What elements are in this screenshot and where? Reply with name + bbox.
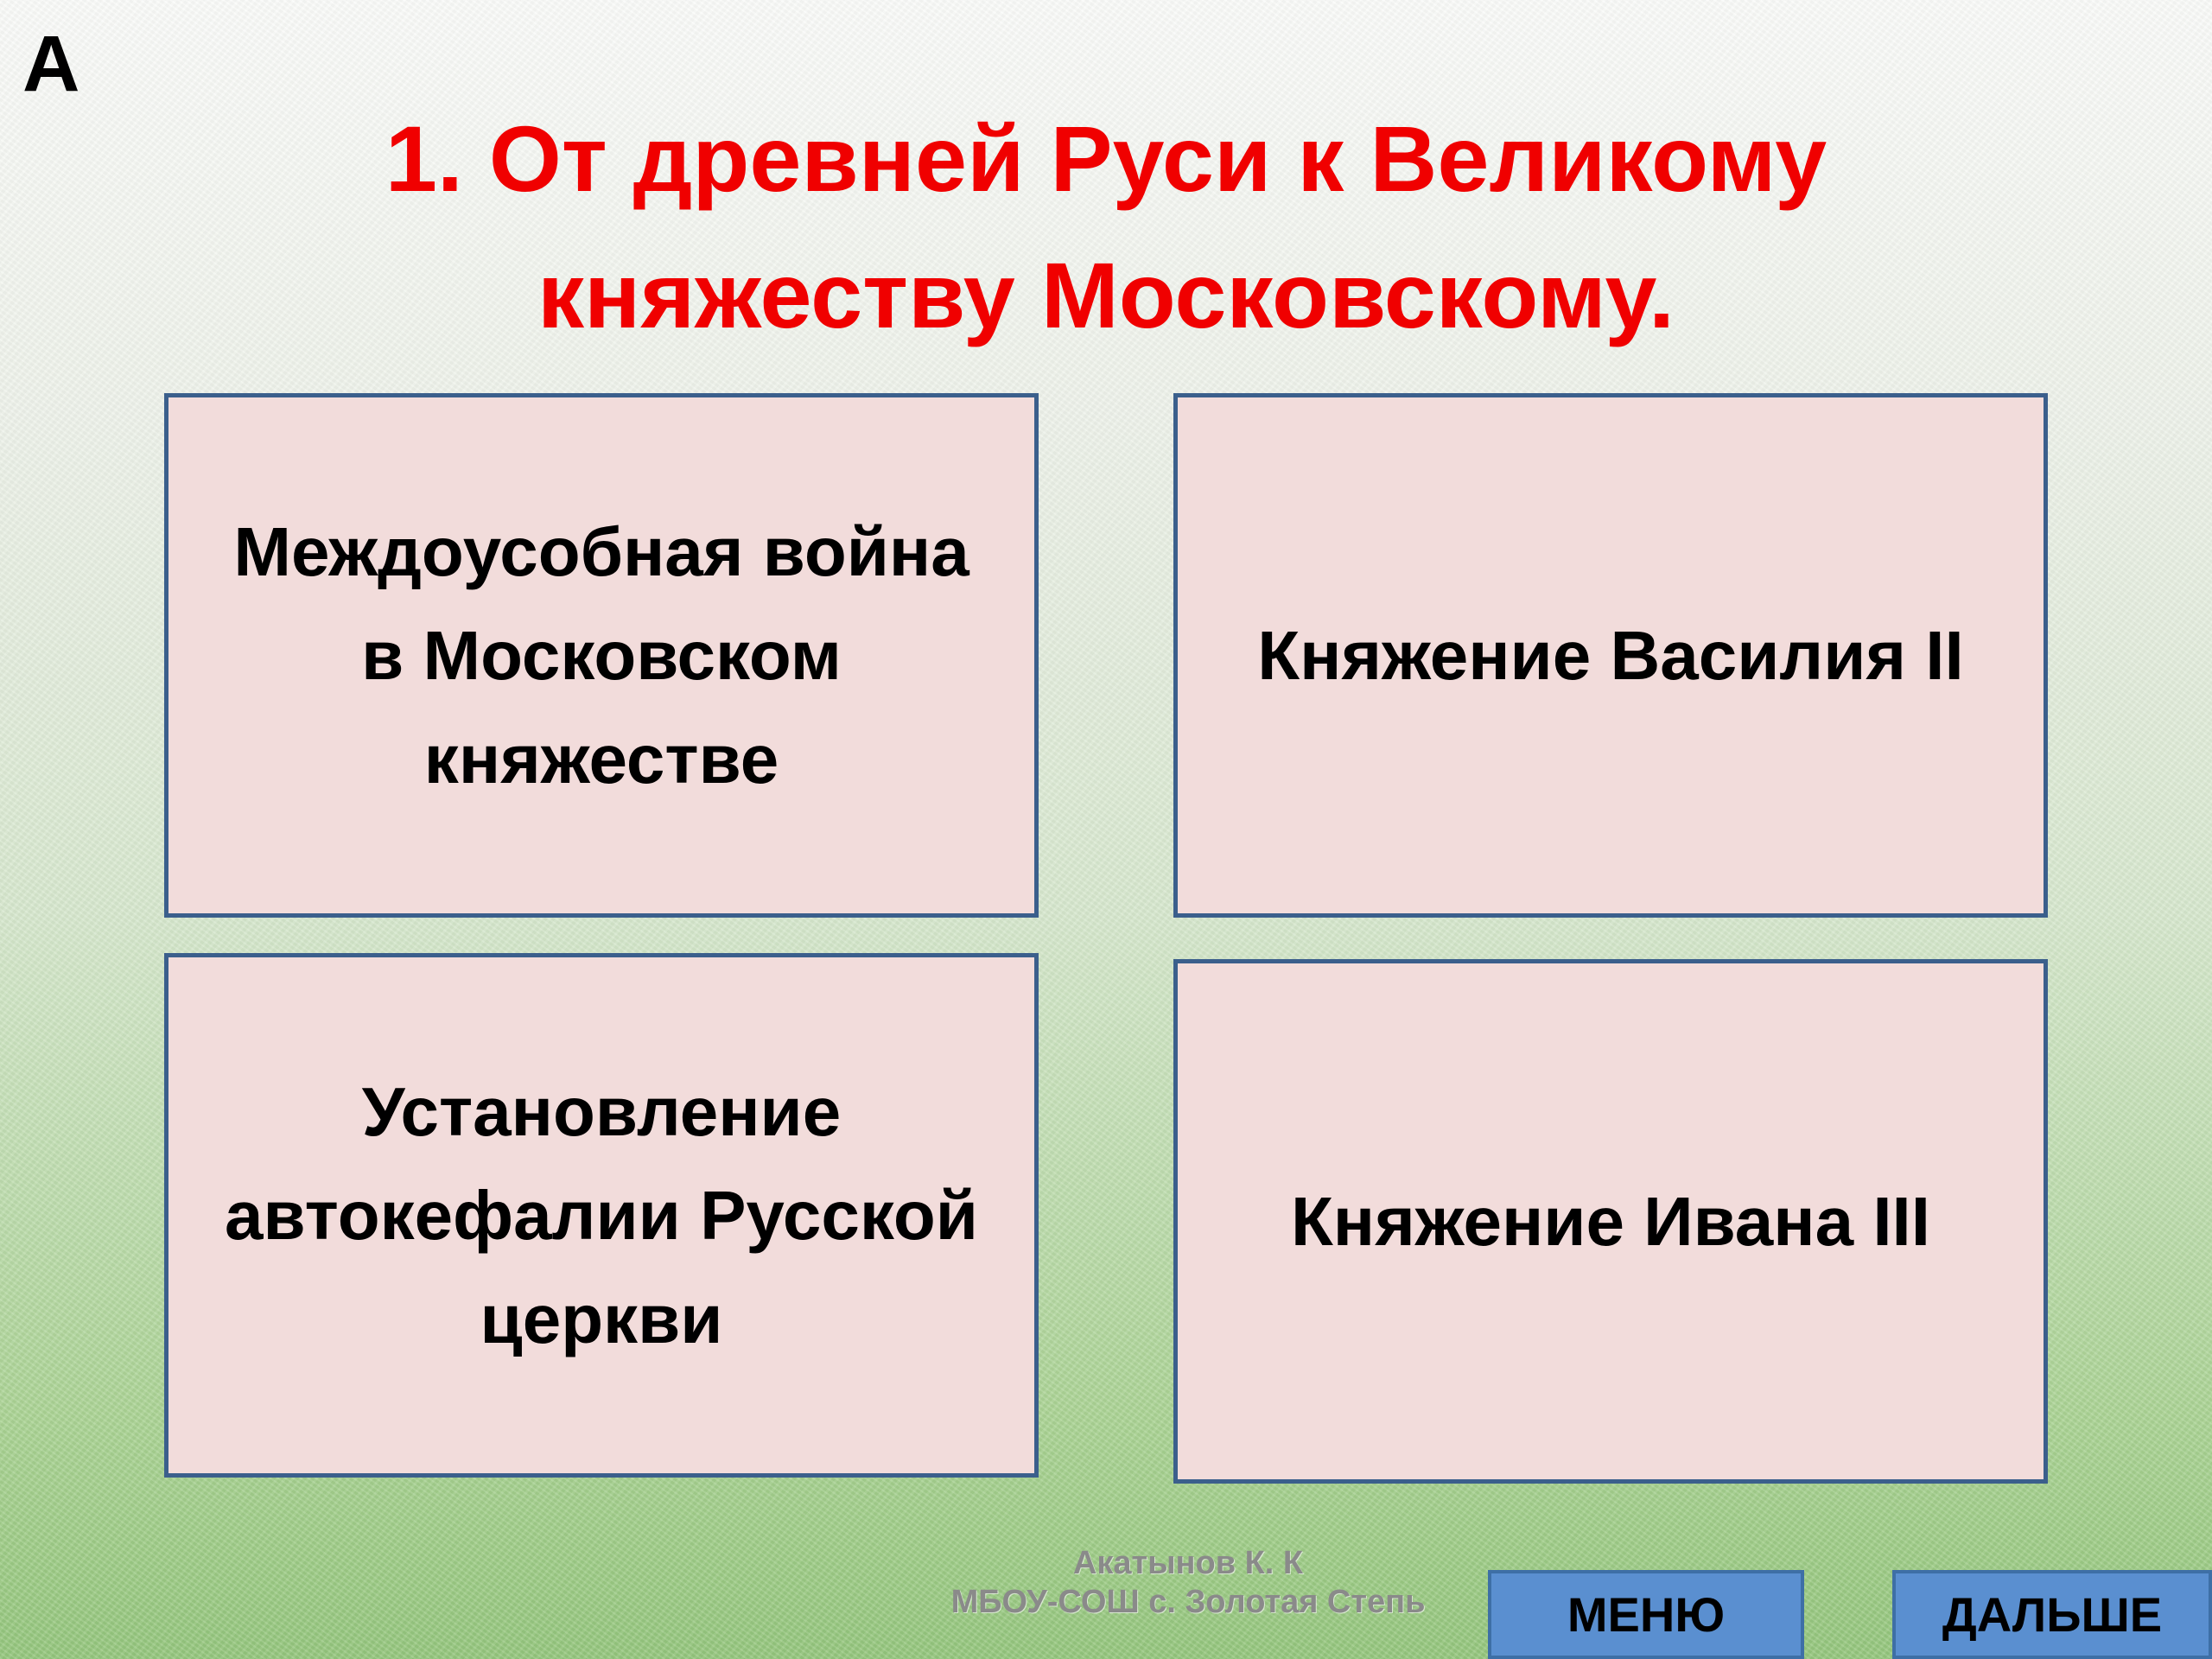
corner-letter: А [22, 20, 80, 108]
card-label-line: Установление [361, 1072, 842, 1150]
card-label [219, 500, 982, 811]
card-label-line: Междоусобная война [233, 512, 969, 590]
card-label-line: Княжение Василия II [1257, 616, 1964, 694]
menu-button[interactable] [1488, 1570, 1804, 1659]
author-name: Акатынов К. К [1072, 1545, 1304, 1581]
answer-card-reign-ivan-iii[interactable] [1173, 959, 2048, 1484]
slide-title-line-1: 1. От древней Руси к Великому [385, 106, 1827, 211]
card-label-line: в Московском [361, 616, 842, 694]
slide-title [173, 91, 2039, 363]
next-button[interactable] [1892, 1570, 2212, 1659]
card-label [1277, 1170, 1944, 1274]
author-credit [877, 1544, 1499, 1622]
next-button-label: ДАЛЬШЕ [1942, 1587, 2163, 1642]
card-label-line: церкви [480, 1280, 723, 1357]
author-school: МБОУ-СОШ с. Золотая Степь [950, 1583, 1426, 1620]
answer-card-autocephaly[interactable] [164, 953, 1039, 1478]
answer-card-internecine-war[interactable] [164, 393, 1039, 918]
menu-button-label: МЕНЮ [1567, 1587, 1726, 1642]
card-label-line: автокефалии Русской [225, 1176, 978, 1254]
card-label [211, 1060, 992, 1371]
card-label-line: Княжение Ивана III [1290, 1182, 1931, 1260]
answer-card-reign-vasily-ii[interactable] [1173, 393, 2048, 918]
card-label [1243, 604, 1978, 708]
slide-title-line-2: княжеству Московскому. [537, 242, 1675, 347]
card-label-line: княжестве [423, 720, 779, 798]
